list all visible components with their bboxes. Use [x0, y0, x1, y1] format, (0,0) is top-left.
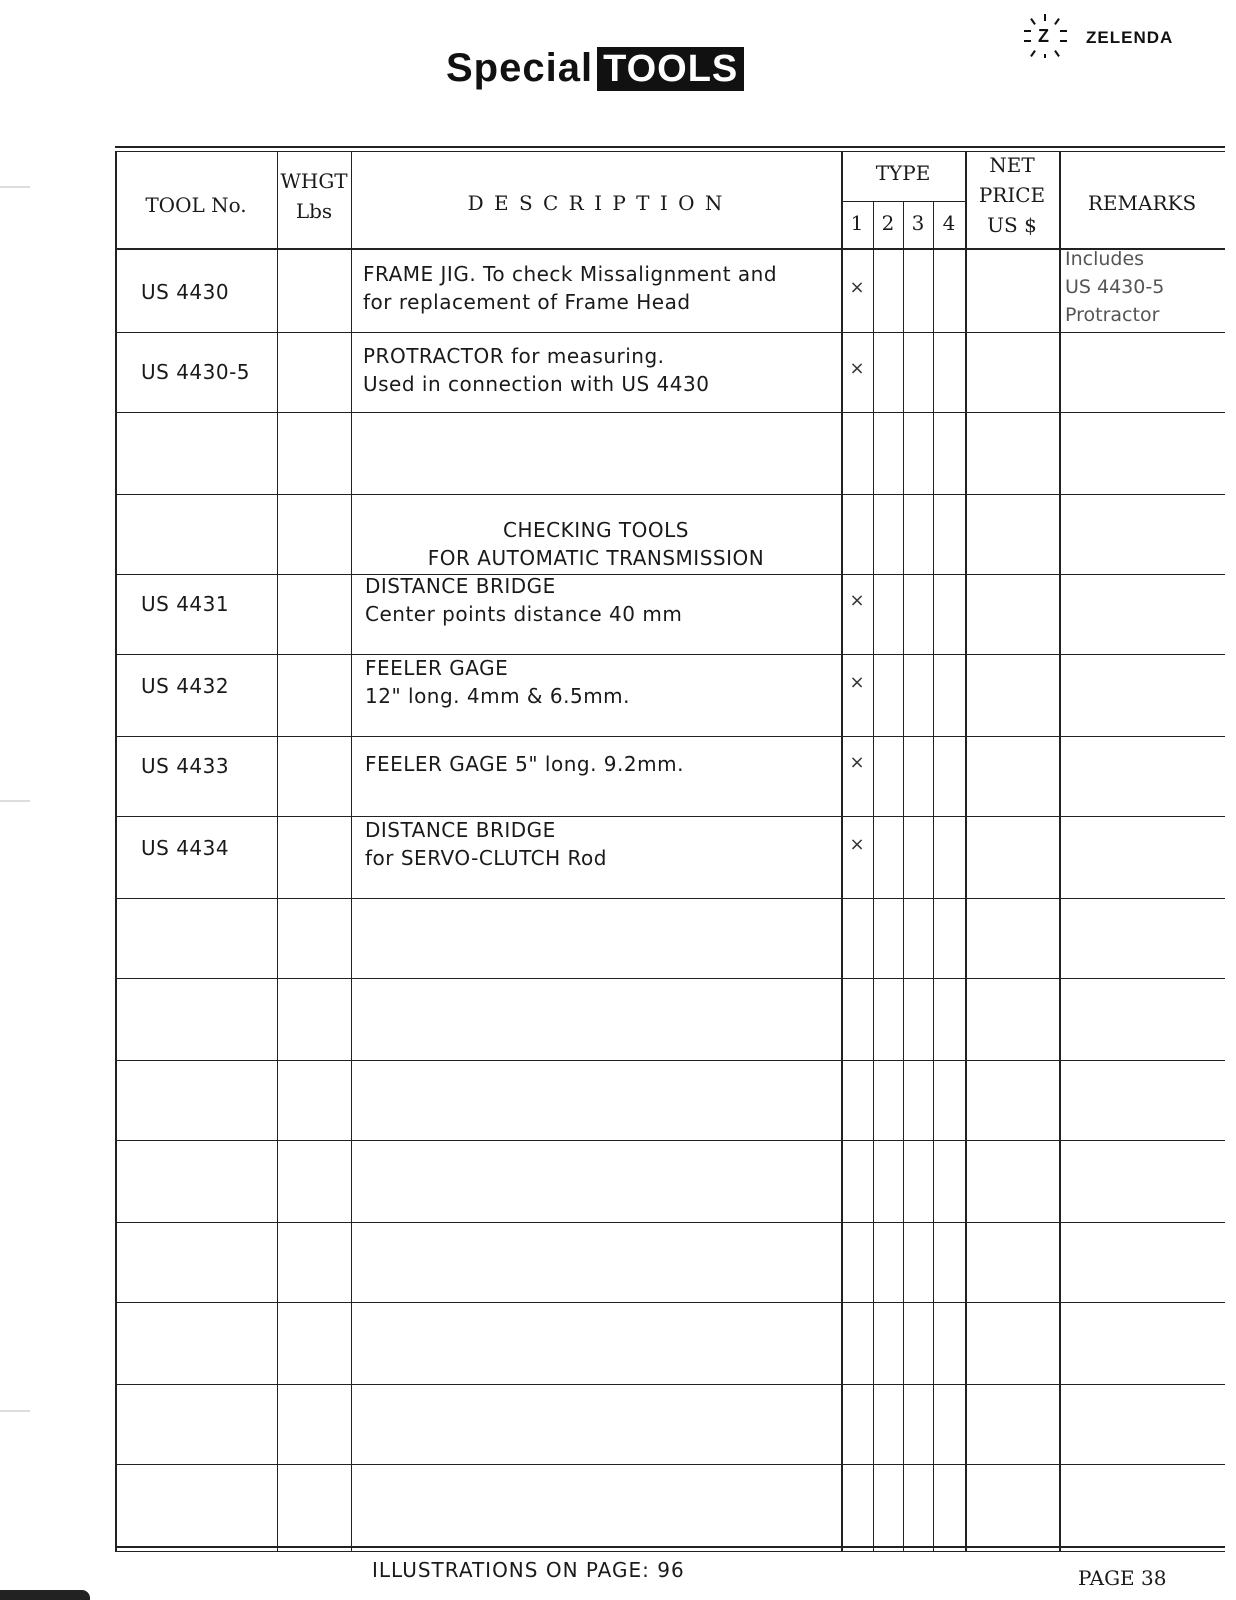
section-heading: CHECKING TOOLS FOR AUTOMATIC TRANSMISSION: [427, 518, 765, 570]
type-1-check: ×: [849, 358, 865, 379]
type-1-check: ×: [849, 672, 865, 693]
table-row-description: FRAME JIG. To check Missalignment and for replacement of Frame Head: [363, 262, 778, 314]
tools-table: [115, 146, 1225, 1556]
col-header-description: D E S C R I P T I O N: [467, 191, 725, 215]
col-header-tool-no: TOOL No.: [145, 193, 247, 217]
scan-mark: [0, 1410, 30, 1412]
col-header-type-3: 3: [911, 211, 925, 235]
table-row-description: PROTRACTOR for measuring. Used in connection with US 4430: [363, 344, 710, 396]
col-header-type-4: 4: [942, 211, 956, 235]
type-1-check: ×: [849, 834, 865, 855]
title-word: Special: [446, 46, 594, 90]
table-row-tool-no: US 4431: [141, 592, 230, 616]
scan-mark: [0, 800, 30, 802]
table-row-description: FEELER GAGE 12" long. 4mm & 6.5mm.: [365, 656, 631, 708]
sun-logo-icon: Z: [1018, 14, 1072, 62]
table-row-tool-no: US 4430: [141, 280, 230, 304]
table-row-tool-no: US 4433: [141, 754, 230, 778]
page-number: PAGE 38: [1078, 1566, 1167, 1590]
title-box: TOOLS: [597, 47, 744, 91]
table-row-tool-no: US 4432: [141, 674, 230, 698]
scan-edge-bar: [0, 1590, 90, 1600]
type-1-check: ×: [849, 752, 865, 773]
scan-mark: [0, 186, 30, 188]
col-header-weight: WHGT Lbs: [280, 169, 348, 223]
type-1-check: ×: [849, 590, 865, 611]
brand-logo: [1018, 14, 1173, 62]
col-header-remarks: REMARKS: [1087, 191, 1197, 215]
brand-name: ZELENDA: [1086, 28, 1174, 47]
col-header-type: TYPE: [875, 161, 931, 185]
illustrations-note: ILLUSTRATIONS ON PAGE: 96: [372, 1558, 685, 1582]
table-row-description: DISTANCE BRIDGE Center points distance 40 mm: [365, 574, 683, 626]
table-row-description: FEELER GAGE 5" long. 9.2mm.: [365, 752, 684, 776]
page-title: [446, 46, 744, 91]
col-header-price: NET PRICE US $: [978, 153, 1046, 237]
type-1-check: ×: [849, 277, 865, 298]
col-header-type-2: 2: [881, 211, 895, 235]
table-row-description: DISTANCE BRIDGE for SERVO-CLUTCH Rod: [365, 818, 607, 870]
table-row-remarks: Includes US 4430-5 Protractor: [1065, 248, 1165, 326]
col-header-type-1: 1: [850, 211, 864, 235]
table-row-tool-no: US 4434: [141, 836, 230, 860]
table-row-tool-no: US 4430-5: [141, 360, 251, 384]
